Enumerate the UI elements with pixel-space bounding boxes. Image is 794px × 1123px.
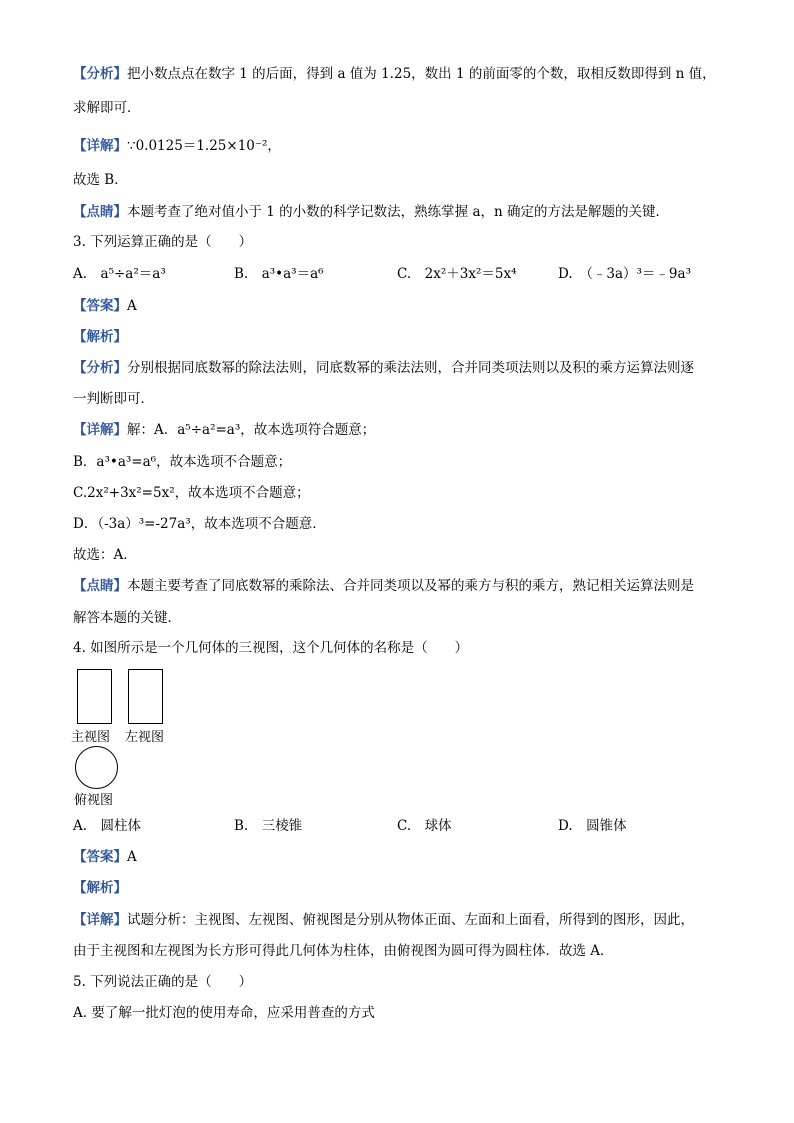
q4-answer-line <box>73 847 137 867</box>
detail-label: 【详解】 <box>73 138 127 154</box>
q4-detail-text: 试题分析：主视图、左视图、俯视图是分别从物体正面、左面和上面看，所得到的图形，因此， <box>127 912 694 928</box>
q3-analysis-line <box>73 358 694 378</box>
q3-analysis-label: 【分析】 <box>73 360 127 376</box>
q4-detail-label: 【详解】 <box>73 912 127 928</box>
detail-text: ∵0.0125＝1.25×10⁻²， <box>127 138 281 154</box>
q3-comment-cont: 解答本题的关键． <box>73 610 181 626</box>
q3-comment-line <box>73 576 694 596</box>
q4-detail-line <box>73 910 694 930</box>
q3-answer: A <box>127 298 137 314</box>
q3-comment-text: 本题主要考查了同底数幂的乘除法、合并同类项以及幂的乘方与积的乘方，熟记相关运算法则是 <box>127 578 694 594</box>
q3-parse-label: 【解析】 <box>73 329 127 345</box>
top-view-circle <box>75 746 118 789</box>
q3-detail-text: 解：A．a⁵÷a²=a³，故本选项符合题意； <box>127 422 376 438</box>
q3-comment-label: 【点睛】 <box>73 578 127 594</box>
q3-detail-c: C.2x²+3x²=5x²，故本选项不合题意； <box>73 485 310 501</box>
front-view-label: 主视图 <box>71 730 111 745</box>
q3-detail-d: D．（-3a）³=-27a³，故本选项不合题意． <box>73 516 326 532</box>
analysis-line <box>73 64 716 84</box>
q3-analysis-text: 分别根据同底数幂的除法法则，同底数幂的乘法法则，合并同类项法则以及积的乘方运算法则逐 <box>127 360 694 376</box>
q3-answer-line <box>73 296 137 316</box>
q4-option-a: A. 圆柱体 <box>73 818 142 834</box>
q5-stem: 5. 下列说法正确的是（ ） <box>73 974 253 990</box>
q3-answer-label: 【答案】 <box>73 298 127 314</box>
q3-option-c: C. 2x²＋3x²＝5x⁴ <box>397 266 517 282</box>
q4-stem: 4. 如图所示是一个几何体的三视图，这个几何体的名称是（ ） <box>73 640 469 656</box>
analysis-text: 把小数点点在数字 1 的后面，得到 a 值为 1.25，数出 1 的前面零的个数，取相反数即得到 n 值， <box>127 66 716 82</box>
q3-detail-b: B．a³•a³=a⁶，故本选项不合题意； <box>73 454 292 470</box>
q3-option-d: D. （﹣3a）³＝﹣9a³ <box>558 266 691 282</box>
q4-option-b: B. 三棱锥 <box>234 818 303 834</box>
q3-choice: 故选：A． <box>73 547 137 563</box>
q3-stem: 3. 下列运算正确的是（ ） <box>73 234 253 250</box>
comment-line <box>73 202 669 222</box>
q3-detail-label: 【详解】 <box>73 422 127 438</box>
q3-option-b: B. a³•a³＝a⁶ <box>234 266 324 282</box>
left-view-rectangle <box>128 669 163 724</box>
detail-line <box>73 136 281 156</box>
q3-analysis-cont: 一判断即可． <box>73 391 154 407</box>
top-view-label: 俯视图 <box>74 793 114 808</box>
q4-answer: A <box>127 849 137 865</box>
q4-parse-label: 【解析】 <box>73 880 127 896</box>
comment-text: 本题考查了绝对值小于 1 的小数的科学记数法，熟练掌握 a，n 确定的方法是解题的关键． <box>127 204 669 220</box>
q3-option-a: A. a⁵÷a²＝a³ <box>73 266 166 282</box>
q5-option-a: A. 要了解一批灯泡的使用寿命，应采用普查的方式 <box>73 1005 375 1021</box>
q4-option-c: C. 球体 <box>397 818 452 834</box>
q3-detail-line <box>73 420 375 440</box>
front-view-rectangle <box>77 669 112 724</box>
comment-label: 【点睛】 <box>73 204 127 220</box>
q4-detail-cont: 由于主视图和左视图为长方形可得此几何体为柱体，由俯视图为圆可得为圆柱体．故选 A． <box>73 943 614 959</box>
analysis-text-cont: 求解即可． <box>73 100 141 116</box>
q4-option-d: D. 圆锥体 <box>558 818 627 834</box>
q4-answer-label: 【答案】 <box>73 849 127 865</box>
choice-text: 故选 B． <box>73 172 128 188</box>
left-view-label: 左视图 <box>125 730 165 745</box>
analysis-label: 【分析】 <box>73 66 127 82</box>
